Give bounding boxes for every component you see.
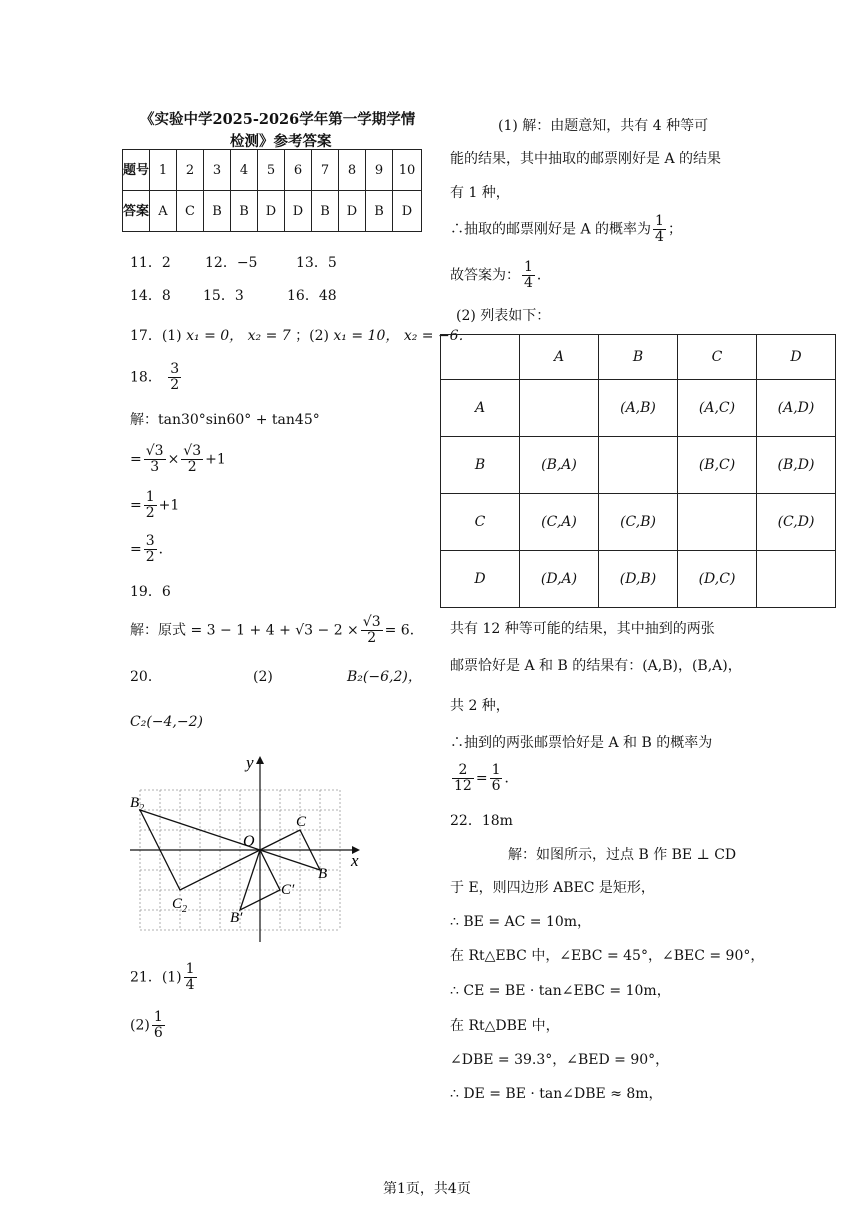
table-cell: (A,D) <box>757 380 836 437</box>
number-cell: 1 <box>150 150 177 191</box>
row-header-cell: C <box>441 494 520 551</box>
outcome-table-header <box>441 335 836 380</box>
answer-18 <box>130 362 183 393</box>
answer-22: 22．18m <box>450 813 513 829</box>
q17-label: 17．(1) <box>130 328 182 344</box>
header-cell: B <box>599 335 678 380</box>
q21-p1-line3: 有 1 种， <box>450 185 510 201</box>
answer-15: 15．3 <box>203 288 244 304</box>
table-cell: (B,A) <box>520 437 599 494</box>
label-b-prime: B′ <box>230 910 243 926</box>
table-cell: (D,C) <box>678 551 757 608</box>
q21-p3-line1: 共有 12 种等可能的结果，其中抽到的两张 <box>450 621 715 637</box>
label-b2: $B_2$ <box>130 795 145 814</box>
q21-p1-line5: 故答案为： $\frac{1}{4}$ ． <box>450 259 551 291</box>
q22-line8: ∴ DE = BE · tan∠DBE ≈ 8m， <box>450 1086 663 1102</box>
table-cell <box>599 437 678 494</box>
answer-17 <box>130 327 473 345</box>
answer-13: 13．5 <box>296 255 337 271</box>
answer-21-part1: 21．(1) $\frac{1}{4}$ <box>130 961 195 993</box>
q18-step3: = $\frac{3}{2}$ ． <box>130 533 173 565</box>
answer-19: 19．6 <box>130 584 171 600</box>
header-cell: C <box>678 335 757 380</box>
outcome-table-row <box>441 551 836 608</box>
table-cell: (D,A) <box>520 551 599 608</box>
answer-cell: B <box>366 191 393 232</box>
outcome-table <box>440 334 836 608</box>
table-cell <box>520 380 599 437</box>
answer-14: 14．8 <box>130 288 171 304</box>
number-cell: 9 <box>366 150 393 191</box>
header-cell: D <box>757 335 836 380</box>
row-header-cell: D <box>441 551 520 608</box>
answer-20-label: 20． <box>130 669 162 685</box>
q21-p3-line3: 共 2 种， <box>450 698 510 714</box>
answer-cell: C <box>177 191 204 232</box>
q22-line3: ∴ BE = AC = 10m， <box>450 914 592 930</box>
number-cell: 8 <box>339 150 366 191</box>
label-origin: O <box>243 833 255 850</box>
y-axis-arrow <box>256 756 264 764</box>
q18-step1: = $\frac{√3}{3}$ × $\frac{√3}{2}$ +1 <box>130 443 226 475</box>
header-cell <box>441 335 520 380</box>
q17-part2: ；(2) <box>295 328 329 344</box>
answer-20-b2: B₂(−6,2)， <box>347 669 422 685</box>
q21-p1-line1: (1) 解：由题意知，共有 4 种等可 <box>498 118 709 134</box>
answer-cell: D <box>258 191 285 232</box>
outcome-table-row <box>441 494 836 551</box>
answer-20-c2: C₂(−4,−2) <box>130 714 203 730</box>
answer-table <box>122 149 422 232</box>
q17-root1: x₁ = 0， <box>186 328 244 344</box>
number-cell: 2 <box>177 150 204 191</box>
number-cell: 6 <box>285 150 312 191</box>
number-cell: 5 <box>258 150 285 191</box>
axis-label-y: y <box>246 753 254 772</box>
q22-line2: 于 E，则四边形 ABEC 是矩形， <box>450 880 655 896</box>
page-number: 第1页，共4页 <box>383 1181 471 1197</box>
q21-p1-line4: ∴抽取的邮票刚好是 A 的概率为 $\frac{1}{4}$ ； <box>450 213 682 245</box>
header-cell: A <box>520 335 599 380</box>
doc-title-line2: 检测》参考答案 <box>230 133 332 150</box>
answer-cell: B <box>312 191 339 232</box>
number-cell: 7 <box>312 150 339 191</box>
q22-line1: 解：如图所示，过点 B 作 BE ⊥ CD <box>508 847 737 863</box>
answer-cell: B <box>231 191 258 232</box>
answer-cell: D <box>339 191 366 232</box>
q21-p3-result: $\frac{2}{12}$ = $\frac{1}{6}$ ． <box>454 762 519 794</box>
answer-11: 11．2 <box>130 255 171 271</box>
table-cell: (D,B) <box>599 551 678 608</box>
answer-12: 12．−5 <box>205 255 258 271</box>
table-cell: (B,D) <box>757 437 836 494</box>
answer-cell: D <box>393 191 422 232</box>
answer-cell: D <box>285 191 312 232</box>
number-cell: 10 <box>393 150 422 191</box>
table-cell: (C,B) <box>599 494 678 551</box>
axis-label-x: x <box>351 851 359 870</box>
number-cell: 3 <box>204 150 231 191</box>
q22-line6: 在 Rt△DBE 中， <box>450 1018 560 1034</box>
table-cell <box>678 494 757 551</box>
q22-line7: ∠DBE = 39.3°，∠BED = 90°， <box>450 1052 670 1068</box>
answer-20-part2: (2) <box>253 669 273 685</box>
q21-p1-line2: 能的结果，其中抽取的邮票刚好是 A 的结果 <box>450 151 722 167</box>
label-b: B <box>318 866 328 882</box>
q21-p2-line1: (2) 列表如下： <box>456 308 551 324</box>
answer-cell: B <box>204 191 231 232</box>
answer-table-number-row <box>123 150 422 191</box>
q18-step2: = $\frac{1}{2}$ +1 <box>130 489 180 521</box>
label-c2: $C_2$ <box>172 896 188 915</box>
table-cell: (C,D) <box>757 494 836 551</box>
row-label-answer: 答案 <box>123 191 150 232</box>
answer-cell: A <box>150 191 177 232</box>
answer-table-answer-row <box>123 191 422 232</box>
q18-solution-line: 解：tan30°sin60° + tan45° <box>130 412 320 428</box>
row-header-cell: A <box>441 380 520 437</box>
label-c: C <box>296 814 307 830</box>
q17-root3: x₁ = 10， <box>333 328 400 344</box>
table-cell: (A,C) <box>678 380 757 437</box>
label-c-prime: C′ <box>281 882 295 898</box>
answer-21-part2: (2) $\frac{1}{6}$ <box>130 1009 163 1041</box>
q17-root4: x₂ = −6． <box>403 328 473 344</box>
q21-p3-line4: ∴抽到的两张邮票恰好是 A 和 B 的概率为 <box>450 735 713 751</box>
table-cell: (B,C) <box>678 437 757 494</box>
number-cell: 4 <box>231 150 258 191</box>
row-label-question: 题号 <box>123 150 150 191</box>
doc-title-line1: 《实验中学2025-2026学年第一学期学情 <box>140 111 416 128</box>
q21-p3-line2: 邮票恰好是 A 和 B 的结果有：(A,B)，(B,A)， <box>450 658 742 674</box>
table-cell <box>757 551 836 608</box>
outcome-table-row <box>441 437 836 494</box>
table-cell: (A,B) <box>599 380 678 437</box>
answer-16: 16．48 <box>287 288 337 304</box>
outcome-table-row <box>441 380 836 437</box>
q19-solution: 解：原式 = 3 − 1 + 4 + √3 − 2 × $\frac{√3}{2}$ = 6． <box>130 614 424 646</box>
q18-label: 18． <box>130 369 162 386</box>
q17-root2: x₂ = 7 <box>247 328 291 344</box>
q22-line5: ∴ CE = BE · tan∠EBC = 10m， <box>450 983 671 999</box>
row-header-cell: B <box>441 437 520 494</box>
q22-line4: 在 Rt△EBC 中，∠EBC = 45°，∠BEC = 90°， <box>450 948 765 964</box>
table-cell: (C,A) <box>520 494 599 551</box>
coordinate-figure <box>120 750 370 950</box>
q18-fraction: $\frac{3}{2}$ <box>170 361 180 393</box>
